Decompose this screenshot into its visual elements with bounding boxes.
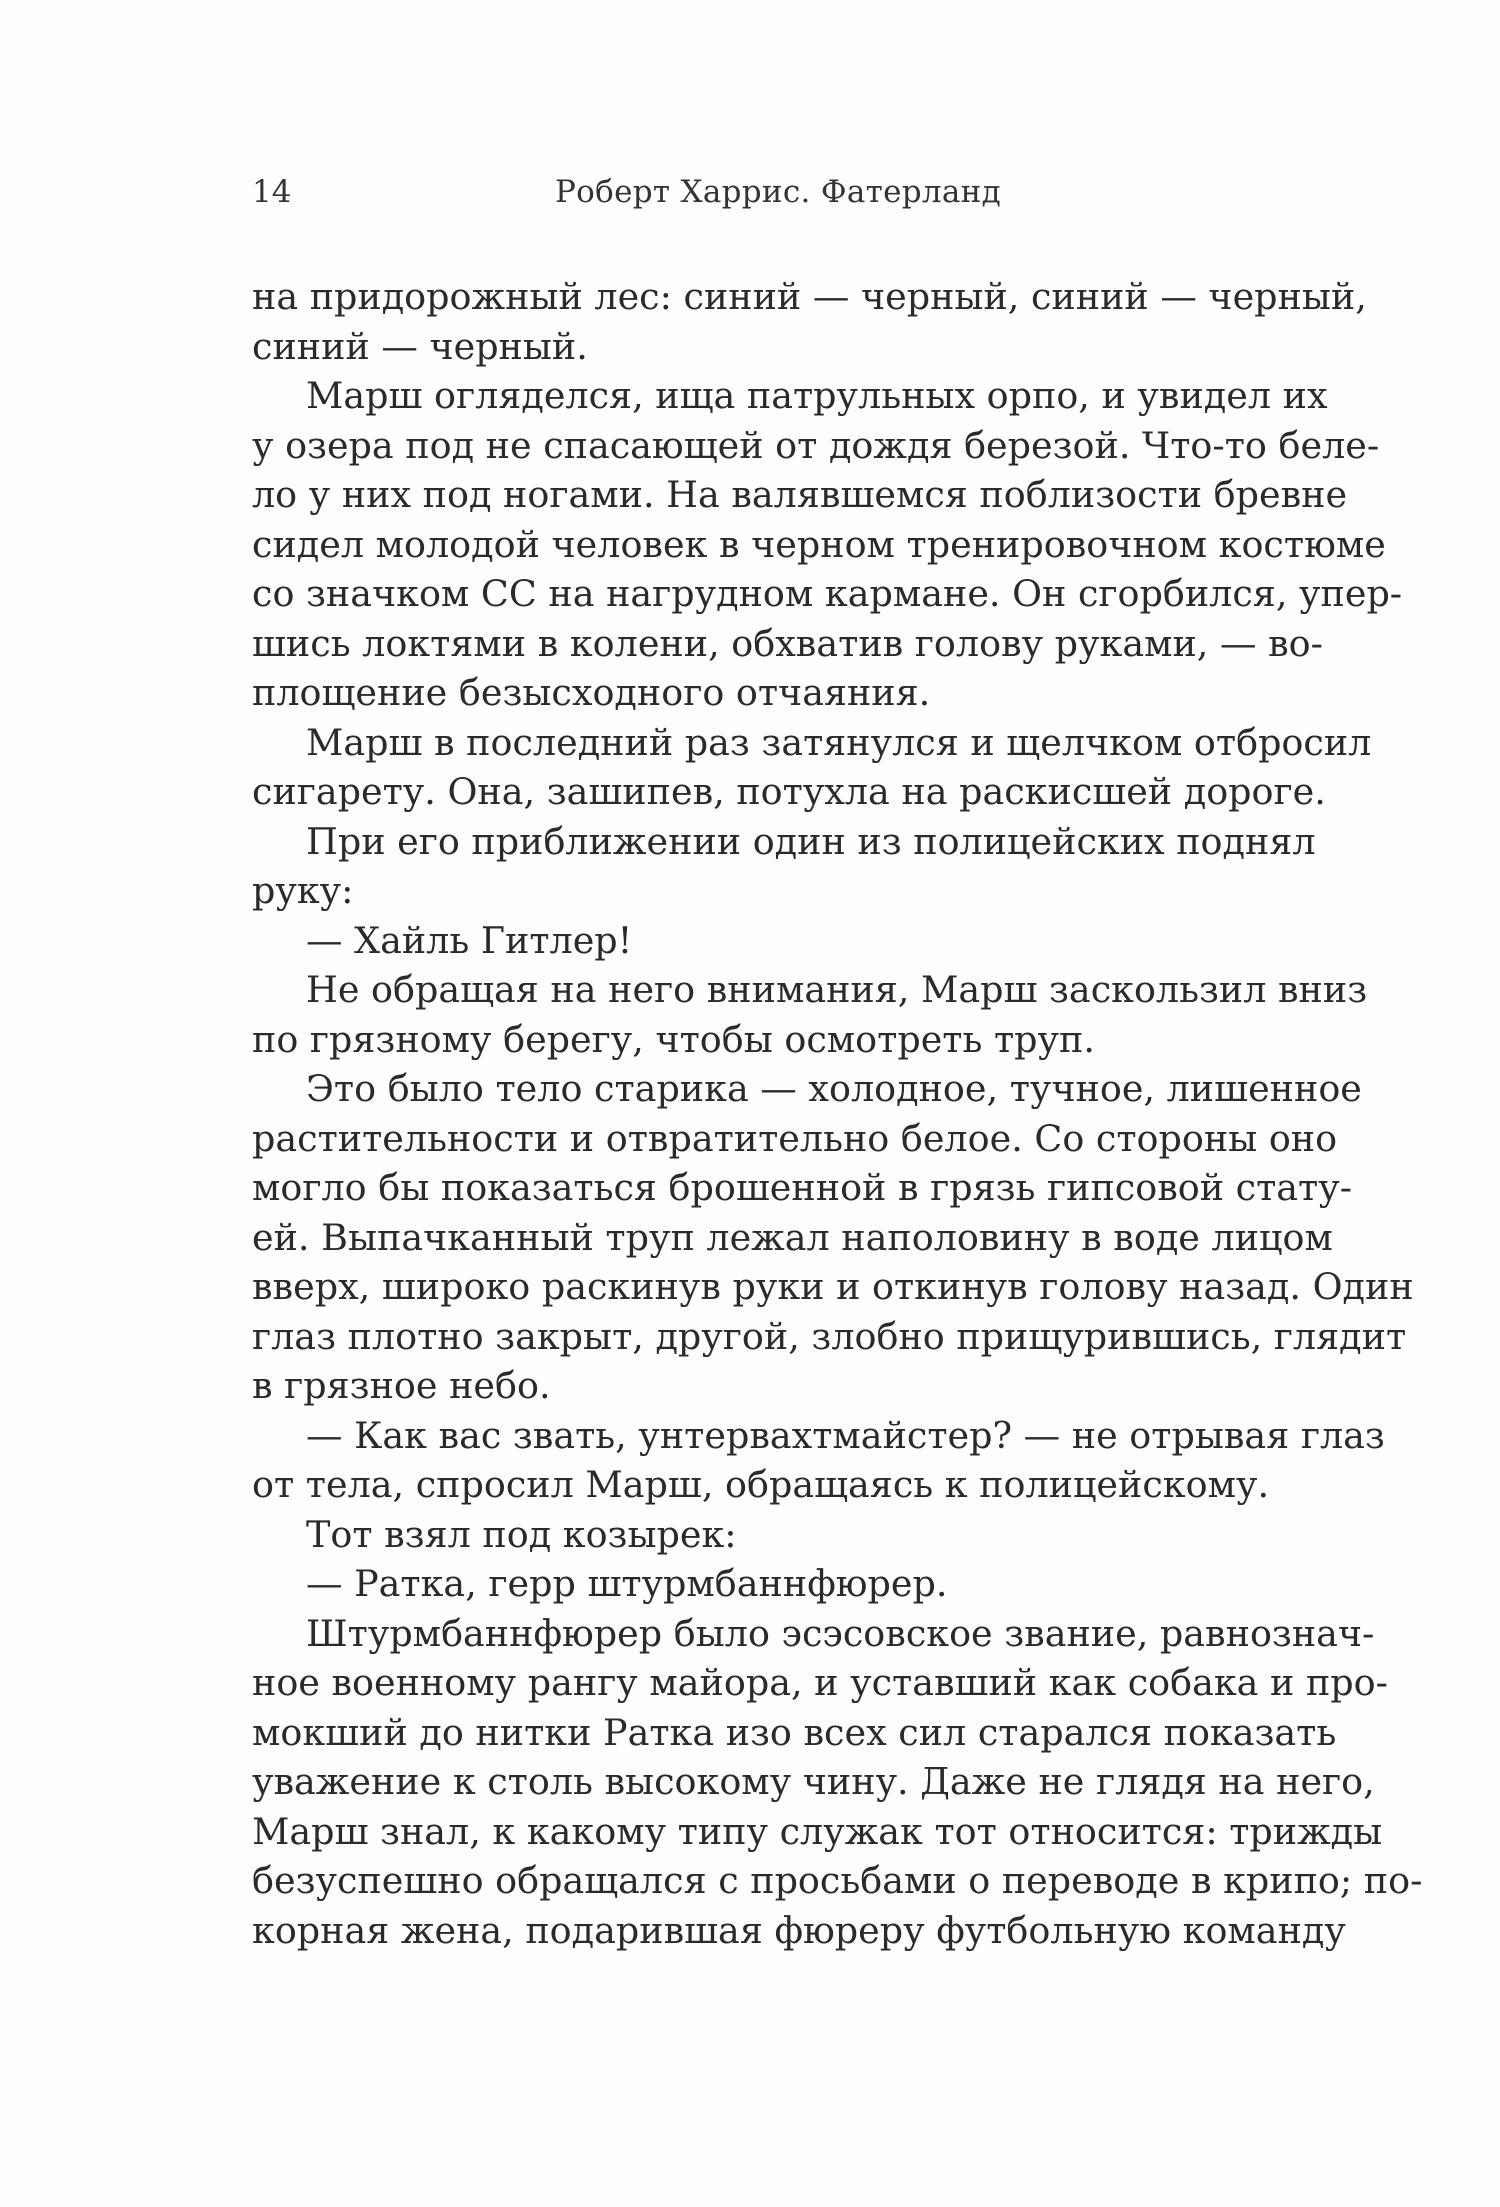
text-line: ей. Выпачканный труп лежал наполовину в воде лицом xyxy=(252,1215,1333,1259)
text-line: на придорожный лес: синий — черный, синий — черный, xyxy=(252,275,1367,318)
text-line: — Как вас звать, унтервахтмайстер? — не отрывая глаз xyxy=(306,1413,1385,1457)
text-line: корная жена, подарившая фюреру футбольную команду xyxy=(252,1908,1346,1952)
text-line: Марш в последний раз затянулся и щелчком отбросил xyxy=(306,720,1372,764)
text-line: уважение к столь высокому чину. Даже не глядя на него, xyxy=(252,1760,1375,1803)
text-line: сигарету. Она, зашипев, потухла на раскисшей дороге. xyxy=(252,770,1326,813)
running-title: Роберт Харрис. Фатерланд xyxy=(554,174,1002,210)
text-line: Тот взял под козырек: xyxy=(306,1512,737,1556)
text-line: При его приближении один из полицейских поднял xyxy=(306,819,1316,863)
text-line: от тела, спросил Марш, обращаясь к полицейскому. xyxy=(252,1463,1270,1506)
text-line: Это было тело старика — холодное, тучное, лишенное xyxy=(306,1067,1362,1110)
page-number: 14 xyxy=(252,174,292,210)
text-line: Марш знал, к какому типу служак тот относится: трижды xyxy=(252,1809,1383,1853)
text-line: сидел молодой человек в черном тренировочном костюме xyxy=(252,522,1386,566)
text-line: шись локтями в колени, обхватив голову руками, — во- xyxy=(252,621,1323,665)
text-line: растительности и отвратительно белое. Со стороны оно xyxy=(252,1116,1338,1160)
text-line: — Хайль Гитлер! xyxy=(306,918,633,962)
text-line: по грязному берегу, чтобы осмотреть труп. xyxy=(252,1017,1095,1061)
text-line: могло бы показаться брошенной в грязь гипсовой стату- xyxy=(252,1166,1353,1209)
running-head xyxy=(252,168,1304,216)
body-text xyxy=(252,272,1423,1955)
text-line: — Ратка, герр штурмбаннфюрер. xyxy=(306,1562,948,1605)
text-line: Штурмбаннфюрер было эсэсовское звание, равнознач- xyxy=(306,1611,1375,1655)
text-line: у озера под не спасающей от дождя березой. Что-то беле- xyxy=(252,423,1380,467)
text-line: в грязное небо. xyxy=(252,1364,551,1407)
text-line: со значком СС на нагрудном кармане. Он сгорбился, упер- xyxy=(252,572,1403,615)
text-line: вверх, широко раскинув руки и откинув голову назад. Один xyxy=(252,1265,1414,1308)
text-line: площение безысходного отчаяния. xyxy=(252,671,931,714)
text-line: безуспешно обращался с просьбами о переводе в крипо; по- xyxy=(252,1859,1423,1902)
text-line: Марш огляделся, ища патрульных орпо, и увидел их xyxy=(306,374,1328,417)
text-line: мокший до нитки Ратка изо всех сил старался показать xyxy=(252,1710,1337,1754)
text-line: руку: xyxy=(252,869,354,912)
text-line: ное военному рангу майора, и уставший как собака и про- xyxy=(252,1661,1388,1704)
text-line: ло у них под ногами. На валявшемся поблизости бревне xyxy=(252,473,1348,516)
text-line: Не обращая на него внимания, Марш заскользил вниз xyxy=(306,968,1368,1011)
text-line: глаз плотно закрыт, другой, злобно прищурившись, глядит xyxy=(252,1314,1407,1358)
text-line: синий — черный. xyxy=(252,324,588,368)
